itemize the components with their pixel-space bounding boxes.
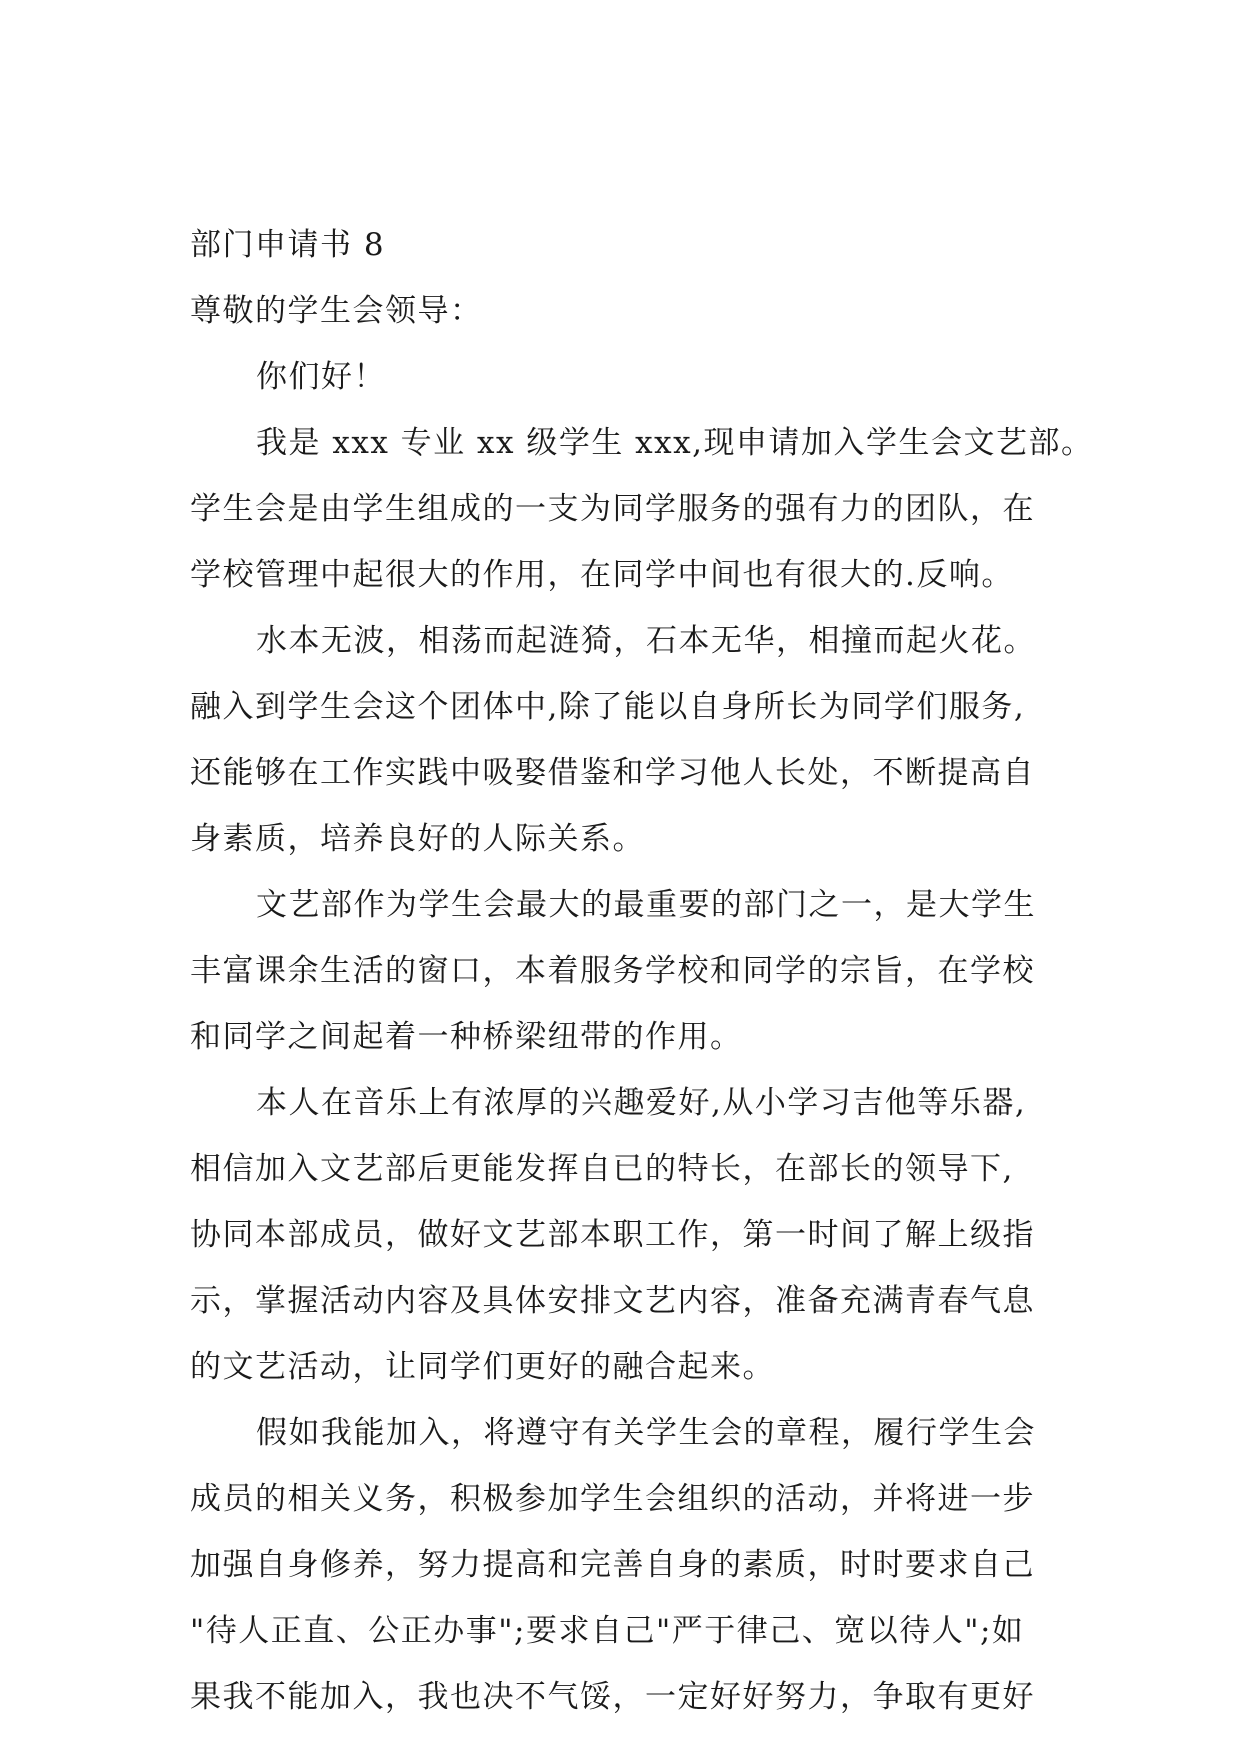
body-line: 我是 xxx 专业 xx 级学生 xxx,现申请加入学生会文艺部。 [256, 425, 1094, 461]
body-line: 丰富课余生活的窗口，本着服务学校和同学的宗旨，在学校 [190, 953, 1035, 989]
body-line: 身素质，培养良好的人际关系。 [190, 821, 645, 857]
body-line: 本人在音乐上有浓厚的兴趣爱好,从小学习吉他等乐器, [256, 1085, 1027, 1121]
body-line: 加强自身修养，努力提高和完善自身的素质，时时要求自己 [190, 1547, 1035, 1583]
document-title: 部门申请书 8 [190, 227, 386, 263]
body-line: 还能够在工作实践中吸娶借鉴和学习他人长处，不断提高自 [190, 755, 1035, 791]
body-line: 的文艺活动，让同学们更好的融合起来。 [190, 1349, 775, 1385]
body-line: 和同学之间起着一种桥梁纽带的作用。 [190, 1019, 743, 1055]
body-line: 假如我能加入，将遵守有关学生会的章程，履行学生会 [256, 1415, 1036, 1451]
body-line: 协同本部成员，做好文艺部本职工作，第一时间了解上级指 [190, 1217, 1035, 1253]
body-line: 果我不能加入，我也决不气馁，一定好好努力，争取有更好 [190, 1679, 1035, 1715]
body-line: 学生会是由学生组成的一支为同学服务的强有力的团队，在 [190, 491, 1035, 527]
body-line: 示，掌握活动内容及具体安排文艺内容，准备充满青春气息 [190, 1283, 1035, 1319]
body-line: 成员的相关义务，积极参加学生会组织的活动，并将进一步 [190, 1481, 1035, 1517]
body-line: 学校管理中起很大的作用，在同学中间也有很大的.反响。 [190, 557, 1014, 593]
salutation: 尊敬的学生会领导： [190, 293, 483, 329]
body-line: 相信加入文艺部后更能发挥自已的特长，在部长的领导下, [190, 1151, 1014, 1187]
body-line: 文艺部作为学生会最大的最重要的部门之一，是大学生 [256, 887, 1036, 923]
body-line: "待人正直、公正办事";要求自己"严于律己、宽以待人";如 [190, 1613, 1025, 1649]
body-line: 融入到学生会这个团体中,除了能以自身所长为同学们服务, [190, 689, 1026, 725]
greeting: 你们好！ [256, 359, 386, 395]
body-line: 水本无波，相荡而起涟猗，石本无华，相撞而起火花。 [256, 623, 1036, 659]
